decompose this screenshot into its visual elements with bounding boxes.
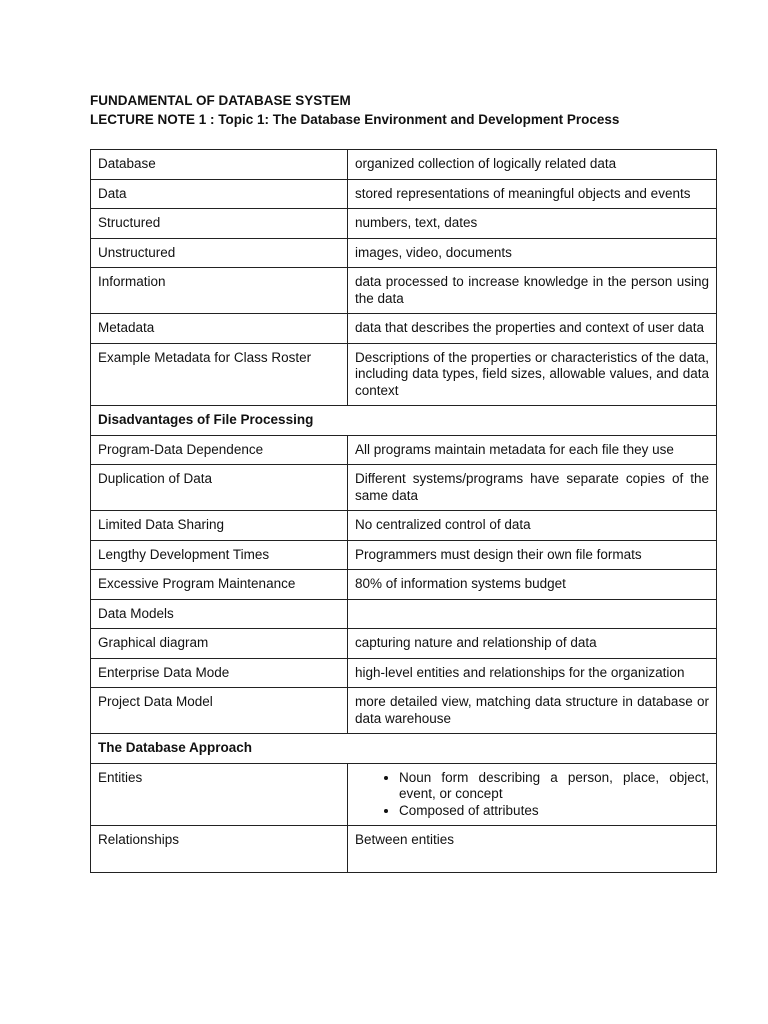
term-cell: Enterprise Data Mode xyxy=(91,658,348,688)
definition-cell: Programmers must design their own file formats xyxy=(348,540,717,570)
table-row xyxy=(91,629,717,659)
definition-cell: No centralized control of data xyxy=(348,511,717,541)
definition-cell: numbers, text, dates xyxy=(348,209,717,239)
table-row xyxy=(91,343,717,406)
section-row xyxy=(91,734,717,764)
term-cell: Lengthy Development Times xyxy=(91,540,348,570)
section-row xyxy=(91,406,717,436)
term-cell: Excessive Program Maintenance xyxy=(91,570,348,600)
definition-cell: capturing nature and relationship of data xyxy=(348,629,717,659)
table-row xyxy=(91,688,717,734)
term-cell: Graphical diagram xyxy=(91,629,348,659)
definition-cell xyxy=(348,599,717,629)
term-cell: Entities xyxy=(91,763,348,826)
definition-cell: organized collection of logically related data xyxy=(348,150,717,180)
term-cell: Example Metadata for Class Roster xyxy=(91,343,348,406)
definition-cell: more detailed view, matching data structure in database or data warehouse xyxy=(348,688,717,734)
definition-cell: All programs maintain metadata for each file they use xyxy=(348,435,717,465)
table-row xyxy=(91,465,717,511)
term-cell: Data Models xyxy=(91,599,348,629)
term-cell: Program-Data Dependence xyxy=(91,435,348,465)
table-row xyxy=(91,314,717,344)
term-cell: Information xyxy=(91,268,348,314)
section-heading-file-processing: Disadvantages of File Processing xyxy=(91,406,717,436)
term-cell: Database xyxy=(91,150,348,180)
table-row xyxy=(91,238,717,268)
section-heading-database-approach: The Database Approach xyxy=(91,734,717,764)
table-row xyxy=(91,658,717,688)
definition-cell: stored representations of meaningful objects and events xyxy=(348,179,717,209)
table-row xyxy=(91,570,717,600)
definition-cell: 80% of information systems budget xyxy=(348,570,717,600)
table-row xyxy=(91,268,717,314)
definition-cell: Different systems/programs have separate copies of the same data xyxy=(348,465,717,511)
table-row xyxy=(91,435,717,465)
term-cell: Structured xyxy=(91,209,348,239)
table-row xyxy=(91,763,717,826)
term-cell: Relationships xyxy=(91,826,348,873)
term-cell: Unstructured xyxy=(91,238,348,268)
definition-cell: data that describes the properties and context of user data xyxy=(348,314,717,344)
table-row xyxy=(91,179,717,209)
table-row xyxy=(91,826,717,873)
table-row xyxy=(91,209,717,239)
term-cell: Duplication of Data xyxy=(91,465,348,511)
definition-cell: images, video, documents xyxy=(348,238,717,268)
document-title: FUNDAMENTAL OF DATABASE SYSTEM xyxy=(90,93,351,108)
table-row xyxy=(91,150,717,180)
definition-cell xyxy=(348,763,717,826)
table-row xyxy=(91,511,717,541)
notes-table xyxy=(90,149,717,873)
term-cell: Limited Data Sharing xyxy=(91,511,348,541)
list-item: • Noun form describing a person, place, object, event, or concept xyxy=(399,770,709,803)
list-item: • Composed of attributes xyxy=(399,803,709,820)
document-subtitle: LECTURE NOTE 1 : Topic 1: The Database Environment and Development Process xyxy=(90,112,620,127)
definition-cell: data processed to increase knowledge in the person using the data xyxy=(348,268,717,314)
definition-cell: Between entities xyxy=(348,826,717,873)
table-row xyxy=(91,540,717,570)
term-cell: Metadata xyxy=(91,314,348,344)
term-cell: Project Data Model xyxy=(91,688,348,734)
term-cell: Data xyxy=(91,179,348,209)
table-row xyxy=(91,599,717,629)
definition-cell: Descriptions of the properties or characteristics of the data, including data types, field sizes, allowable values, and data context xyxy=(348,343,717,406)
definition-cell: high-level entities and relationships for the organization xyxy=(348,658,717,688)
bullet-list xyxy=(355,770,709,820)
